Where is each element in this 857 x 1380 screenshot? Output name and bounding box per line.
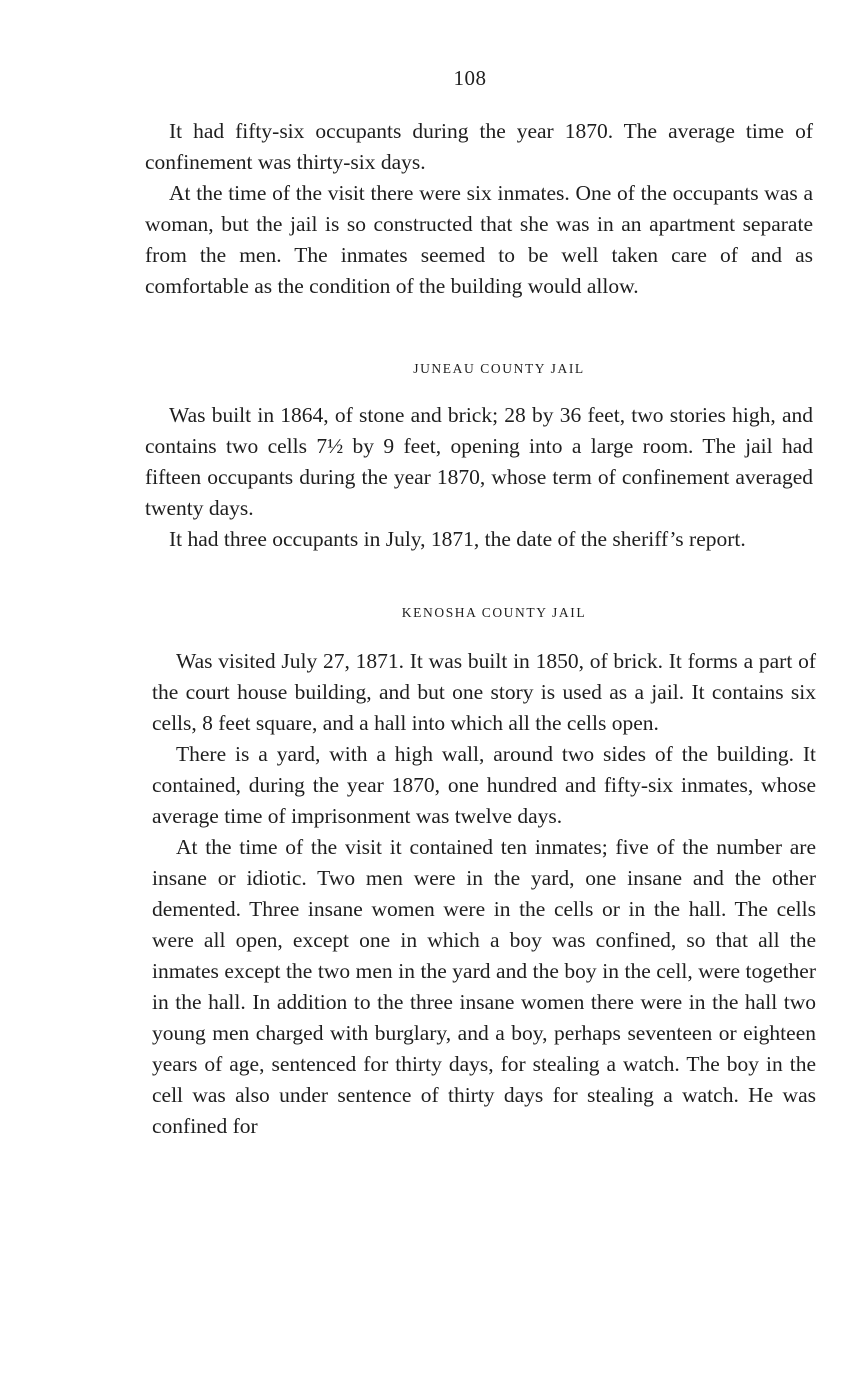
paragraph: Was visited July 27, 1871. It was built in 1850, of brick. It forms a part of the court house building, and but one story is used as a jail. It contains six cells, 8 feet square, and a hall into which all the cells open. <box>152 649 816 735</box>
juneau-section <box>145 400 813 555</box>
paragraph: At the time of the visit it contained ten inmates; five of the number are insane or idiotic. Two men were in the yard, one insane and the other demented. Three insane women were in the cells or in the hall. The cells were all open, except one in which a boy was confined, so that all the inmates except the two men in the yard and the boy in the cell, were together in the hall. In addition to the three insane women there were in the hall two young men charged with burglary, and a boy, perhaps seventeen or eighteen years of age, sentenced for thirty days, for stealing a watch. The boy in the cell was also under sentence of thirty days for stealing a watch. He was confined for <box>152 835 816 1138</box>
paragraph: It had fifty-six occupants during the year 1870. The average time of confinement was thirty-six days. <box>145 119 813 174</box>
kenosha-section <box>152 646 816 1142</box>
paragraph: At the time of the visit there were six inmates. One of the occupants was a woman, but the jail is so constructed that she was in an apartment separate from the men. The inmates seemed to be well taken care of and as comfortable as the condition of the building would allow. <box>145 181 813 298</box>
page-number: 108 <box>453 66 487 90</box>
section-heading-juneau: JUNEAU COUNTY JAIL <box>413 361 585 376</box>
paragraph: Was built in 1864, of stone and brick; 28 by 36 feet, two stories high, and contains two cells 7½ by 9 feet, opening into a large room. The jail had fifteen occupants during the year 1870, whose term of confinement averaged twenty days. <box>145 403 813 520</box>
section-heading-kenosha: KENOSHA COUNTY JAIL <box>401 605 587 620</box>
intro-section <box>145 116 813 302</box>
paragraph: It had three occupants in July, 1871, the date of the sheriff’s report. <box>169 527 746 551</box>
paragraph: There is a yard, with a high wall, around two sides of the building. It contained, during the year 1870, one hundred and fifty-six inmates, whose average time of imprisonment was twelve days. <box>152 742 816 828</box>
